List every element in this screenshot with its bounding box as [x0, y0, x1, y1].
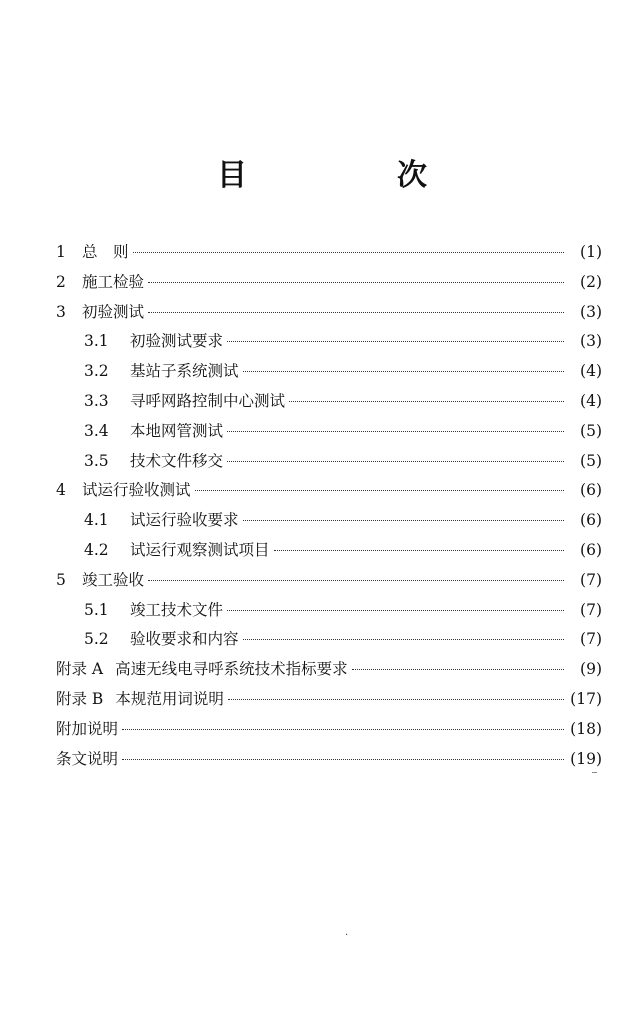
- toc-entry-label: 本地网管测试: [130, 421, 224, 440]
- toc-entry-page: (1): [580, 243, 602, 261]
- toc-entry: [56, 568, 602, 598]
- toc-entry-number: 3.2: [84, 362, 109, 381]
- toc-entry-number: 附录 B: [56, 689, 104, 708]
- toc-entry-label: 试运行验收要求: [130, 511, 239, 530]
- toc-entry-page: (9): [580, 660, 602, 679]
- toc-entry-page: (19): [570, 749, 602, 768]
- toc-entry: [56, 300, 602, 330]
- toc-leader-dots: [122, 759, 564, 760]
- toc-entry-number: 附录 A: [56, 660, 104, 679]
- toc-entry-label: 附加说明: [56, 719, 119, 738]
- toc-entry: [56, 508, 602, 538]
- toc-entry: [56, 598, 602, 628]
- toc-entry-number: 4.1: [84, 511, 109, 530]
- toc-entry-page: (4): [580, 391, 602, 410]
- toc-entry-label: 试运行观察测试项目: [130, 540, 270, 559]
- toc-entry-label: 竣工验收: [82, 570, 145, 589]
- toc-leader-dots: [289, 401, 564, 402]
- toc-entry: [56, 270, 602, 300]
- toc-entry-number: 1: [56, 243, 66, 261]
- toc-entry-number: 3.4: [84, 421, 109, 440]
- toc-entry-number: 5.2: [84, 630, 109, 649]
- toc-entry-page: (6): [580, 511, 602, 530]
- toc-entry-label: 初验测试要求: [130, 332, 224, 351]
- table-of-contents: [56, 240, 602, 776]
- toc-entry: [56, 389, 602, 419]
- toc-leader-dots: [122, 729, 564, 730]
- toc-entry: [56, 329, 602, 359]
- toc-entry-label: 总 则: [82, 243, 129, 261]
- toc-entry-label: 验收要求和内容: [130, 630, 239, 649]
- toc-entry-number: 4: [56, 481, 66, 500]
- toc-leader-dots: [243, 639, 564, 640]
- toc-leader-dots: [227, 610, 564, 611]
- toc-leader-dots: [227, 461, 564, 462]
- footer-mark: ·: [345, 930, 349, 941]
- toc-entry-number: 3.3: [84, 391, 109, 410]
- toc-leader-dots: [228, 699, 564, 700]
- toc-entry: [56, 717, 602, 747]
- toc-leader-dots: [195, 490, 564, 491]
- toc-entry-label: 基站子系统测试: [130, 362, 239, 381]
- toc-entry-label: 初验测试: [82, 302, 145, 321]
- toc-entry: [56, 240, 602, 270]
- toc-entry-page: (7): [580, 570, 602, 589]
- toc-leader-dots: [274, 550, 564, 551]
- toc-entry-page: (3): [580, 332, 602, 351]
- page-title: 目 次: [217, 158, 487, 193]
- toc-entry-page: (2): [580, 272, 602, 291]
- toc-entry-label: 条文说明: [56, 749, 119, 768]
- toc-entry-page: (3): [580, 302, 602, 321]
- stray-mark: [592, 772, 597, 773]
- toc-entry-page: (5): [580, 451, 602, 470]
- toc-leader-dots: [243, 371, 564, 372]
- toc-entry-page: (6): [580, 481, 602, 500]
- toc-entry: [56, 657, 602, 687]
- toc-leader-dots: [227, 341, 564, 342]
- toc-entry-page: (6): [580, 540, 602, 559]
- toc-entry-label: 寻呼网路控制中心测试: [130, 391, 286, 410]
- toc-entry: [56, 359, 602, 389]
- toc-entry-page: (5): [580, 421, 602, 440]
- toc-entry-page: (17): [570, 689, 602, 708]
- toc-entry-number: 3.1: [84, 332, 109, 351]
- toc-entry-page: (7): [580, 600, 602, 619]
- toc-entry-number: 2: [56, 272, 66, 291]
- toc-entry-number: 3: [56, 302, 66, 321]
- toc-entry: [56, 478, 602, 508]
- toc-entry-number: 4.2: [84, 540, 109, 559]
- toc-entry-label: 本规范用词说明: [115, 689, 224, 708]
- toc-entry-page: (18): [570, 719, 602, 738]
- toc-entry-number: 5: [56, 570, 66, 589]
- toc-leader-dots: [243, 520, 564, 521]
- toc-entry-label: 高速无线电寻呼系统技术指标要求: [115, 660, 348, 679]
- toc-entry-number: 5.1: [84, 600, 109, 619]
- toc-leader-dots: [133, 252, 564, 253]
- toc-entry-label: 竣工技术文件: [130, 600, 224, 619]
- toc-entry: [56, 538, 602, 568]
- toc-entry: [56, 627, 602, 657]
- toc-leader-dots: [148, 282, 564, 283]
- toc-entry-page: (4): [580, 362, 602, 381]
- toc-leader-dots: [352, 669, 564, 670]
- toc-entry-label: 试运行验收测试: [82, 481, 191, 500]
- toc-entry-page: (7): [580, 630, 602, 649]
- toc-entry: [56, 419, 602, 449]
- toc-entry: [56, 449, 602, 479]
- toc-leader-dots: [148, 312, 564, 313]
- toc-entry: [56, 747, 602, 777]
- toc-leader-dots: [227, 431, 564, 432]
- toc-entry-number: 3.5: [84, 451, 109, 470]
- toc-leader-dots: [148, 580, 564, 581]
- toc-entry-label: 施工检验: [82, 272, 145, 291]
- toc-entry: [56, 687, 602, 717]
- toc-entry-label: 技术文件移交: [130, 451, 224, 470]
